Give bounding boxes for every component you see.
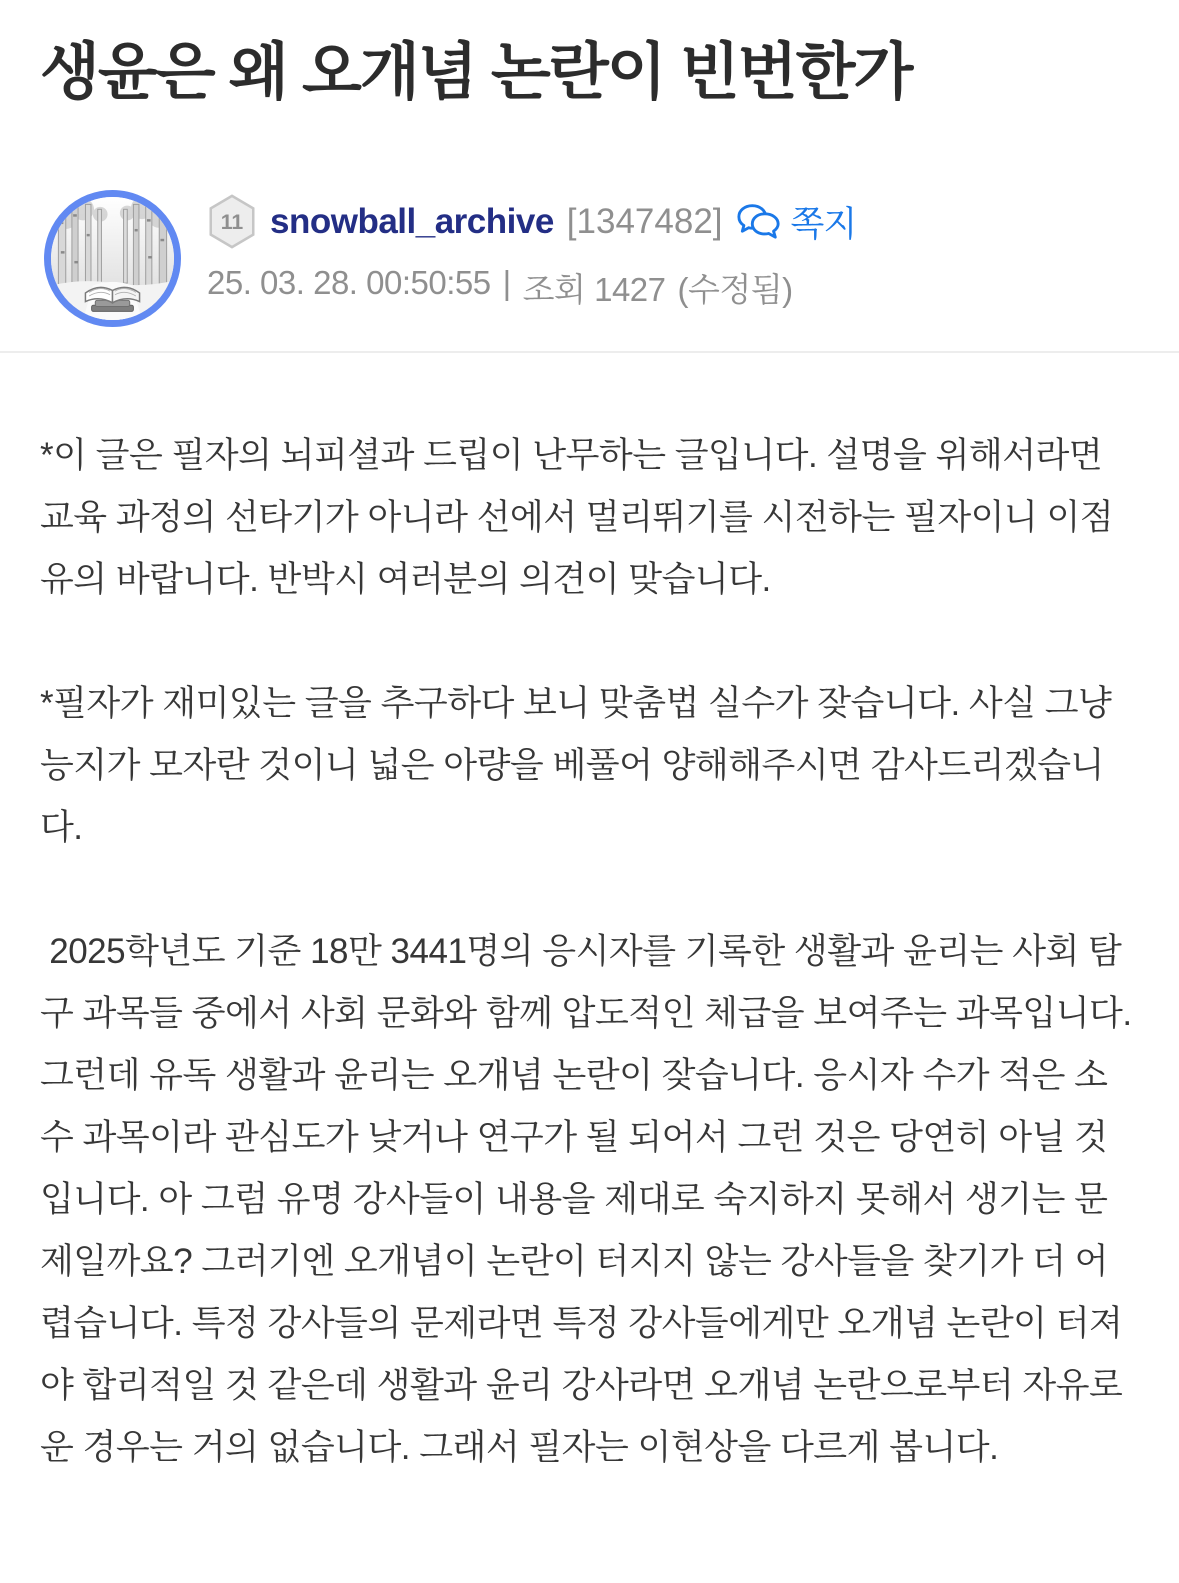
header-divider — [0, 351, 1179, 353]
author-info — [207, 190, 856, 311]
post-meta-line — [207, 264, 856, 311]
avatar[interactable] — [44, 190, 181, 327]
username-link[interactable]: snowball_archive — [270, 201, 554, 241]
author-identity-line — [207, 194, 856, 249]
post-paragraph: *필자가 재미있는 글을 추구하다 보니 맞춤법 실수가 잦습니다. 사실 그냥 능지가 모자란 것이니 넓은 아량을 베풀어 양해해주시면 감사드리겠습니다. — [40, 684, 1121, 848]
post-datetime: 25. 03. 28. 00:50:55 — [207, 264, 491, 302]
avatar-winter-forest-image — [51, 197, 174, 320]
post-body — [0, 425, 1179, 1479]
message-link-label: 쪽지 — [790, 204, 857, 244]
meta-separator: | — [502, 264, 511, 302]
post-paragraph: *이 글은 필자의 뇌피셜과 드립이 난무하는 글입니다. 설명을 위해서라면 교육 과정의 선타기가 아니라 선에서 멀리뛰기를 시전하는 필자이니 이점 유의 바랍니다. 반박시 여러분의 의견이 맞습니다. — [40, 436, 1123, 600]
view-count: 조회 1427 — [522, 271, 666, 309]
edited-flag: (수정됨) — [677, 271, 793, 309]
level-badge-icon — [207, 194, 257, 249]
author-header — [44, 190, 1139, 327]
user-id: [1347482] — [566, 201, 723, 241]
send-message-link[interactable] — [736, 197, 857, 247]
page-title: 생윤은 왜 오개념 논란이 빈번한가 — [40, 38, 912, 107]
post-paragraph: 2025학년도 기준 18만 3441명의 응시자를 기록한 생활과 윤리는 사회 탐구 과목들 중에서 사회 문화와 함께 압도적인 체급을 보여주는 과목입니다. 그런데 유독 생활과 윤리는 오개념 논란이 잦습니다. 응시자 수가 적은 소수 과목이라 관심도가 낮거나 연구가 될 되어서 그런 것은 당연히 아닐 것입니다. 아 그럼 유명 강사들이 내용을 제대로 숙지하지 못해서 생기는 문제일까요? 그러기엔 오개념이 논란이 터지지 않는 강사들을 찾기가 더 어렵습니다. 특정 강사들의 문제라면 특정 강사들에게만 오개념 논란이 터져야 합리적일 것 같은데 생활과 윤리 강사라면 오개념 논란으로부터 자유로운 경우는 거의 없습니다. 그래서 필자는 이현상을 다르게 봅니다. — [40, 932, 1141, 1468]
level-badge-number: 11 — [220, 210, 244, 235]
message-icon — [736, 202, 782, 242]
